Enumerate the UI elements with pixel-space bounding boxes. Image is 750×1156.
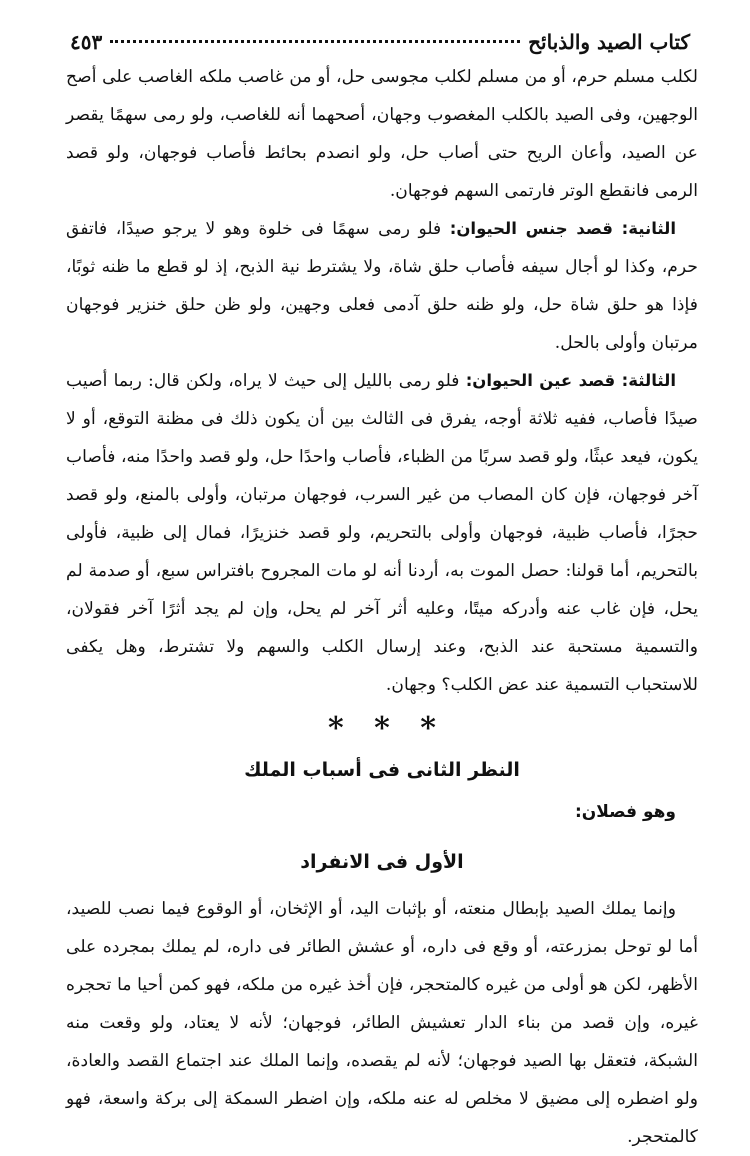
- book-title: كتاب الصيد والذبائح: [528, 30, 690, 54]
- sub-heading-second: الثانية: قصد جنس الحيوان:: [449, 219, 676, 238]
- paragraph-3-body: فلو رمى بالليل إلى حيث لا يراه، ولكن قال: ربما أصيب صيدًا فأصاب، ففيه ثلاثة أوجه، يفرق فى الثالث بين أن يكون ذلك فى مظنة التوقع، أو لا يكون، فيعد عبثًا، ولو قصد سربًا من الظباء، فأصاب واحدًا حل، ولو قصد واحدًا منه، فأصاب آخر فوجهان، فإن كان المصاب من غير السرب، فوجهان مرتبان، وأولى بالمنع، ولو قصد حجرًا، فأصاب ظبية، فوجهان وأولى بالتحريم، ولو قصد خنزيرًا، فمال إلى ظبية، فأولى بالتحريم، أما قولنا: حصل الموت به، أردنا أنه لو مات المجروح بافتراس سبع، أو صدمة لم يحل، فإن غاب عنه وأدركه ميتًا، وعليه أثر آخر لم يحل، وإن لم يجد أثرًا آخر فقولان، والتسمية مستحبة عند الذبح، وعند إرسال الكلب والسهم ولا تشترط، وهل يكفى للاستحباب التسمية عند عض الكلب؟ وجهان.: [66, 371, 698, 695]
- paragraph-4: وإنما يملك الصيد بإبطال منعته، أو بإثبات اليد، أو الإثخان، أو الوقوع فيما نصب للصيد، أما لو توحل بمزرعته، أو وقع فى داره، أو عشش الطائر فى داره، لم يملك بمجرده على الأظهر، لكن هو أولى من غيره كالمتحجر، فإن أخذ غيره من ملكه، فهو كمن أحيا ما تحجره غيره، وإن قصد من بناء الدار تعشيش الطائر، فوجهان؛ لأنه لا يعتاد، ولو وقعت منه الشبكة، فتعقل بها الصيد فوجهان؛ لأنه لم يقصده، وإنما الملك عند اجتماع القصد والعادة، ولو اضطره إلى مضيق لا مخلص له عنه ملكه، وإن اضطر السمكة إلى بركة واسعة، فهو كالمتحجر.: [66, 899, 698, 1147]
- sub-heading-third: الثالثة: قصد عين الحيوان:: [465, 371, 676, 390]
- page-number: ٤٥٣: [70, 30, 103, 54]
- section-intro: وهو فصلان:: [574, 802, 676, 822]
- paragraph-3: [66, 362, 698, 704]
- section-title: النظر الثانى فى أسباب الملك: [244, 759, 520, 781]
- paragraph-1: لكلب مسلم حرم، أو من مسلم لكلب مجوسى حل، أو من غاصب ملكه الغاصب على أصح الوجهين، وفى الصيد بالكلب المغصوب وجهان، أصحهما أنه للغاصب، ولو رمى سهمًا يقصر عن الصيد، وأعان الريح حتى أصاب حل، ولو انصدم بحائط فأصاب فوجهان، ولو قصد الرمى فانقطع الوتر فارتمى السهم فوجهان.: [66, 67, 698, 201]
- running-header: [66, 30, 698, 54]
- paragraph-2-body: فلو رمى سهمًا فى خلوة وهو لا يرجو صيدًا، فاتفق حرم، وكذا لو أجال سيفه فأصاب حلق شاة، ولا يشترط نية الذبح، إذ لو قطع ما ظنه ثوبًا، فإذا هو حلق شاة حل، ولو ظنه حلق آدمى فعلى وجهين، ولو ظن حلق خنزير فوجهان مرتبان وأولى بالحل.: [66, 219, 698, 353]
- section-separator-stars: * * *: [328, 711, 436, 746]
- header-dot-leader: [110, 40, 520, 43]
- paragraph-2: [66, 210, 698, 362]
- chapter-title: الأول فى الانفراد: [300, 851, 464, 873]
